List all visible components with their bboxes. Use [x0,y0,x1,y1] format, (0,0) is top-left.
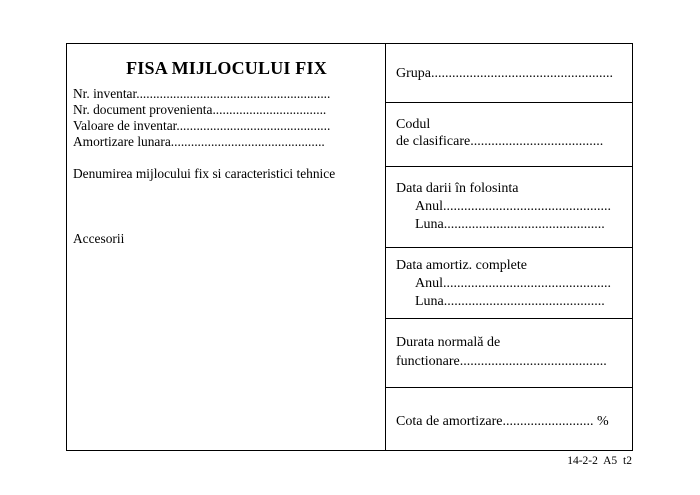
cell-data-amortiz [386,248,632,319]
codul-label: Codul [396,117,431,132]
field-nr-document: Nr. document provenienta.................................. [73,102,327,117]
durata-functionare-field: functionare.......................................... [396,354,607,369]
cell-codul [386,103,632,167]
field-amortizare-lunara: Amortizare lunara.............................................. [73,134,325,149]
description-label: Denumirea mijlocului fix si caracteristici tehnice [73,166,336,181]
cell-data-darii [386,167,632,248]
form-code: 14-2-2 A5 t2 [567,455,632,467]
left-panel [67,44,386,450]
data-amortiz-anul-field: Anul................................................ [415,276,611,291]
grupa-field: Grupa.................................................... [396,66,613,81]
field-nr-inventar: Nr. inventar.......................................................... [73,86,331,101]
data-amortiz-label: Data amortiz. complete [396,258,527,273]
data-darii-label: Data darii în folosinta [396,181,519,196]
cell-grupa [386,44,632,103]
cell-durata [386,319,632,388]
right-panel [386,44,632,450]
durata-label: Durata normală de [396,335,501,350]
accessories-label: Accesorii [73,231,125,246]
data-darii-luna-field: Luna.............................................. [415,217,605,232]
cell-cota [386,388,632,450]
cota-amortizare-field: Cota de amortizare.......................... % [396,414,609,429]
fixed-asset-card [66,43,633,451]
card-title: FISA MIJLOCULUI FIX [126,58,327,78]
field-valoare-inventar: Valoare de inventar.............................................. [73,118,331,133]
data-amortiz-luna-field: Luna.............................................. [415,294,605,309]
data-darii-anul-field: Anul................................................ [415,199,611,214]
codul-clasificare-field: de clasificare...................................... [396,134,604,149]
